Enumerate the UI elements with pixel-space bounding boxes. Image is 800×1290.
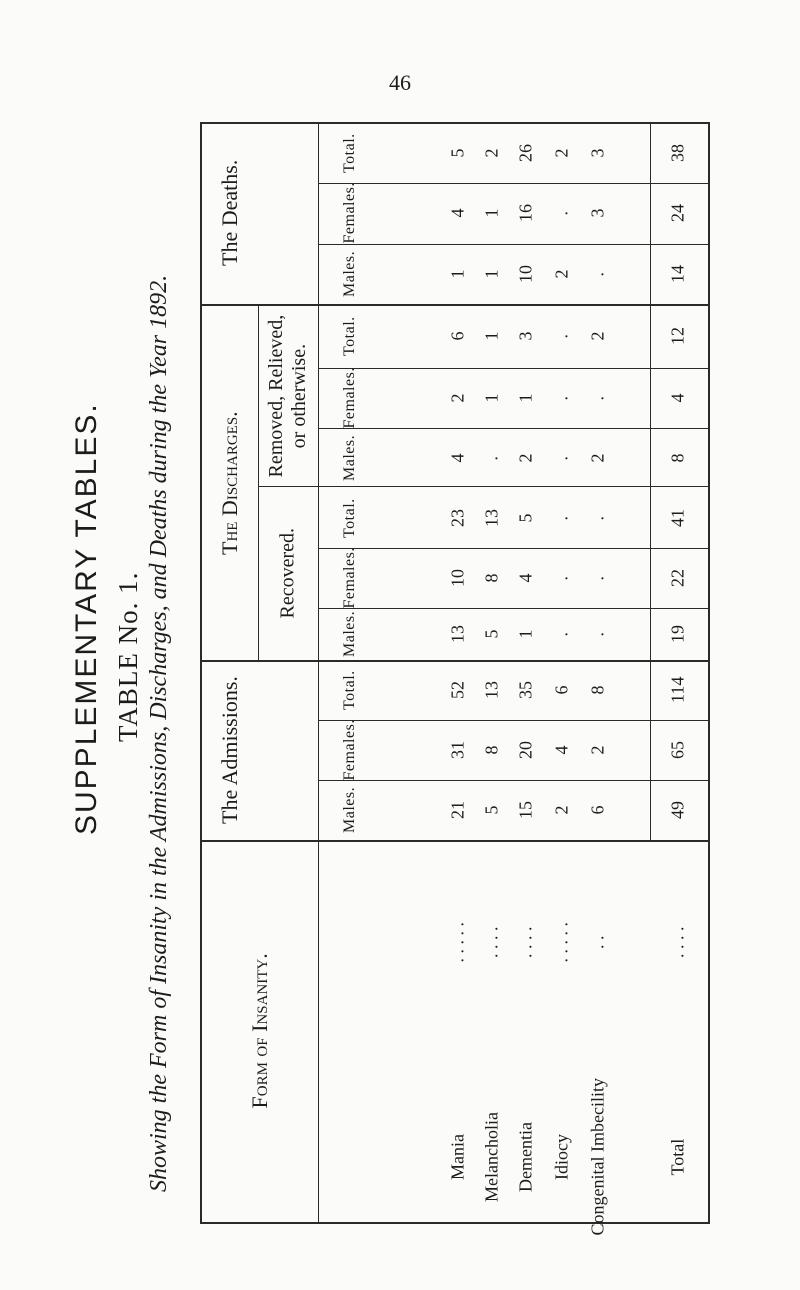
total-cell: 49 xyxy=(667,801,688,819)
col-header-total: Total. xyxy=(341,316,358,356)
row-label: Congenital Imbecility xyxy=(587,1078,608,1236)
col-header-males: Males. xyxy=(341,610,358,657)
group-admissions: The Admissions. xyxy=(217,676,242,824)
table-cell: 13 xyxy=(447,625,468,643)
form-of-insanity-header: Form of Insanity. xyxy=(247,953,272,1109)
table-cell: 4 xyxy=(551,745,572,755)
table-cell: . xyxy=(587,396,608,401)
table-number: TABLE No. 1. xyxy=(113,571,143,742)
table-cell: 52 xyxy=(447,681,468,699)
table-cell: 1 xyxy=(481,393,502,403)
total-cell: 14 xyxy=(667,265,688,283)
table-cell: 16 xyxy=(515,204,536,222)
total-cell: 8 xyxy=(667,453,688,463)
insanity-table xyxy=(200,122,710,1236)
table-cell: 4 xyxy=(447,453,468,463)
col-header-total: Total. xyxy=(341,670,358,710)
table-cell: 5 xyxy=(515,513,536,523)
row-leader-dots: . . . . . xyxy=(447,922,468,963)
rule-total-col xyxy=(650,122,651,840)
rule-col xyxy=(318,608,710,609)
col-header-males: Males. xyxy=(341,250,358,297)
table-cell: 6 xyxy=(551,685,572,695)
table-cell: 5 xyxy=(447,148,468,158)
total-cell: 114 xyxy=(667,676,688,703)
table-cell: 8 xyxy=(587,685,608,695)
col-header-total: Total. xyxy=(341,133,358,173)
total-cell: 41 xyxy=(667,509,688,527)
rule-col xyxy=(318,548,710,549)
table-cell: 2 xyxy=(515,453,536,463)
table-cell: . xyxy=(587,632,608,637)
row-leader-dots: . . . . . xyxy=(551,922,572,963)
table-cell: 2 xyxy=(551,148,572,158)
table-subtitle: Showing the Form of Insanity in the Admissions, Discharges, and Deaths during the Year 1892. xyxy=(146,274,172,1192)
table-cell: 2 xyxy=(551,269,572,279)
rule-right xyxy=(708,122,710,1224)
table-cell: 1 xyxy=(447,269,468,279)
table-cell: . xyxy=(551,211,572,216)
rule-discharge-group xyxy=(258,306,259,660)
table-cell: 1 xyxy=(515,393,536,403)
table-cell: 2 xyxy=(587,453,608,463)
table-cell: 1 xyxy=(515,629,536,639)
table-cell: 2 xyxy=(551,805,572,815)
table-cell: 10 xyxy=(515,265,536,283)
rule-recovered-removed xyxy=(258,486,710,487)
total-row-leader-dots: . . . . xyxy=(667,926,688,958)
table-cell: 6 xyxy=(587,805,608,815)
table-cell: 26 xyxy=(515,144,536,162)
col-header-females: Females. xyxy=(341,547,358,609)
table-cell: 2 xyxy=(587,745,608,755)
table-cell: 2 xyxy=(587,331,608,341)
rule-top xyxy=(200,122,710,124)
rule-bottom xyxy=(200,1222,710,1224)
supplementary-tables-heading: SUPPLEMENTARY TABLES. xyxy=(70,402,103,835)
table-cell: . xyxy=(551,516,572,521)
group-discharges: The Discharges. xyxy=(217,411,242,555)
table-cell: 3 xyxy=(515,331,536,341)
rule-col xyxy=(318,368,710,369)
table-cell: 6 xyxy=(447,331,468,341)
row-leader-dots: . . xyxy=(587,935,608,949)
total-cell: 19 xyxy=(667,625,688,643)
table-cell: 8 xyxy=(481,573,502,583)
group-recovered: Recovered. xyxy=(276,527,299,619)
table-cell: 5 xyxy=(481,805,502,815)
total-row-label: Total xyxy=(667,1138,688,1176)
table-cell: . xyxy=(587,272,608,277)
table-cell: 15 xyxy=(515,801,536,819)
table-cell: 21 xyxy=(447,801,468,819)
rule-col xyxy=(318,428,710,429)
total-cell: 24 xyxy=(667,204,688,222)
group-removed: Removed, Relieved, or otherwise. xyxy=(265,314,310,478)
table-cell: 10 xyxy=(447,569,468,587)
table-cell: 3 xyxy=(587,148,608,158)
table-cell: 35 xyxy=(515,681,536,699)
table-cell: . xyxy=(551,334,572,339)
table-cell: 1 xyxy=(481,331,502,341)
table-cell: 23 xyxy=(447,509,468,527)
rule-col xyxy=(318,780,710,781)
table-cell: 1 xyxy=(481,269,502,279)
table-cell: 1 xyxy=(481,208,502,218)
table-cell: 8 xyxy=(481,745,502,755)
total-cell: 12 xyxy=(667,327,688,345)
col-header-females: Females. xyxy=(341,367,358,429)
rule-section-deaths xyxy=(200,304,710,306)
rule-section-form xyxy=(200,840,710,842)
table-cell: . xyxy=(587,516,608,521)
table-cell: 31 xyxy=(447,741,468,759)
table-cell: . xyxy=(551,396,572,401)
rule-left xyxy=(200,122,202,1224)
total-cell: 4 xyxy=(667,393,688,403)
table-cell: 5 xyxy=(481,629,502,639)
col-header-total: Total. xyxy=(341,498,358,538)
col-header-males: Males. xyxy=(341,434,358,481)
row-label: Dementia xyxy=(515,1122,536,1192)
table-cell: . xyxy=(587,576,608,581)
row-leader-dots: . . . . xyxy=(515,926,536,958)
table-cell: . xyxy=(551,632,572,637)
col-header-males: Males. xyxy=(341,786,358,833)
table-cell: 13 xyxy=(481,681,502,699)
group-deaths: The Deaths. xyxy=(217,159,242,266)
row-label: Mania xyxy=(447,1134,468,1180)
rule-col xyxy=(318,244,710,245)
row-label: Melancholia xyxy=(481,1112,502,1202)
total-cell: 38 xyxy=(667,144,688,162)
table-cell: 4 xyxy=(515,573,536,583)
table-cell: . xyxy=(551,576,572,581)
table-cell: . xyxy=(551,456,572,461)
table-cell: 13 xyxy=(481,509,502,527)
col-header-females: Females. xyxy=(341,182,358,244)
rule-section-discharges xyxy=(200,660,710,662)
table-cell: 3 xyxy=(587,208,608,218)
table-cell: 2 xyxy=(481,148,502,158)
table-cell: 20 xyxy=(515,741,536,759)
rule-col xyxy=(318,183,710,184)
col-header-females: Females. xyxy=(341,719,358,781)
table-cell: . xyxy=(481,456,502,461)
table-cell: 4 xyxy=(447,208,468,218)
row-leader-dots: . . . . xyxy=(481,926,502,958)
page-number: 46 xyxy=(389,70,411,95)
rule-col xyxy=(318,720,710,721)
rule-header-divider xyxy=(318,122,319,1224)
total-cell: 22 xyxy=(667,569,688,587)
total-cell: 65 xyxy=(667,741,688,759)
row-label: Idiocy xyxy=(551,1134,572,1180)
table-cell: 2 xyxy=(447,393,468,403)
